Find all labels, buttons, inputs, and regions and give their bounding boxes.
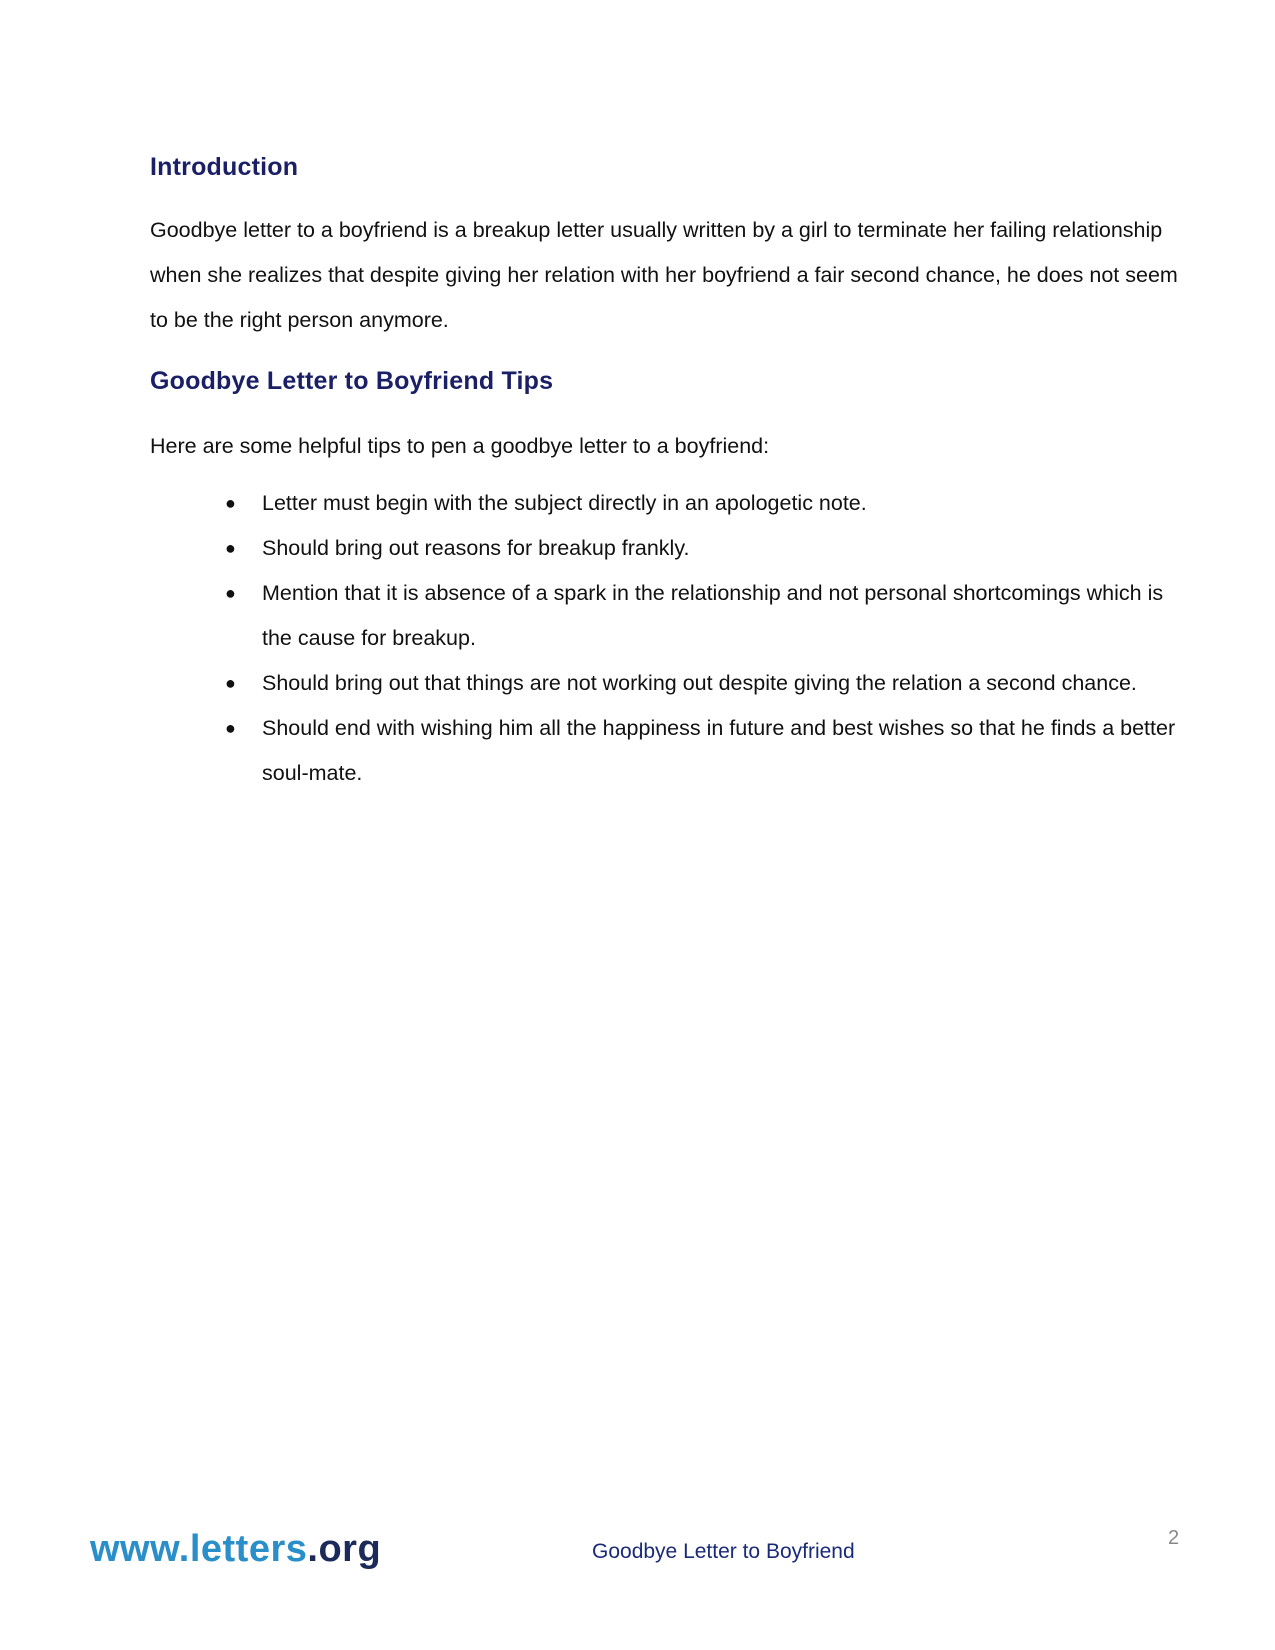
list-item	[150, 661, 1190, 706]
list-item-text: Should end with wishing him all the happiness in future and best wishes so that he finds a better soul-mate.	[262, 716, 1176, 785]
introduction-paragraph: Goodbye letter to a boyfriend is a breakup letter usually written by a girl to terminate her failing relationship when she realizes that despite giving her relation with her boyfriend a fair second chance, he does not seem to be the right person anymore.	[150, 218, 1178, 332]
bullet-icon: ●	[225, 718, 236, 738]
bullet-icon: ●	[225, 583, 236, 603]
list-item	[150, 526, 1190, 571]
list-item	[150, 481, 1190, 526]
bullet-icon: ●	[225, 673, 236, 693]
bullet-icon: ●	[225, 538, 236, 558]
logo-tld-text: .org	[307, 1528, 382, 1570]
list-item	[150, 706, 1190, 796]
list-item-text: Letter must begin with the subject directly in an apologetic note.	[262, 491, 867, 515]
letters-org-logo-link[interactable]	[90, 1528, 381, 1571]
footer-document-title: Goodbye Letter to Boyfriend	[592, 1540, 855, 1563]
page-number: 2	[1168, 1527, 1180, 1549]
logo-main-text: www.letters	[90, 1528, 308, 1570]
list-item-text: Should bring out that things are not working out despite giving the relation a second chance.	[262, 671, 1137, 695]
tips-heading: Goodbye Letter to Boyfriend Tips	[150, 367, 554, 395]
tips-lead-paragraph: Here are some helpful tips to pen a goodbye letter to a boyfriend:	[150, 434, 770, 458]
list-item-text: Should bring out reasons for breakup frankly.	[262, 536, 690, 560]
bullet-icon: ●	[225, 493, 236, 513]
list-item-text: Mention that it is absence of a spark in the relationship and not personal shortcomings which is the cause for breakup.	[262, 581, 1164, 650]
tips-list	[150, 481, 1190, 796]
list-item	[150, 571, 1190, 661]
introduction-heading: Introduction	[150, 153, 299, 181]
